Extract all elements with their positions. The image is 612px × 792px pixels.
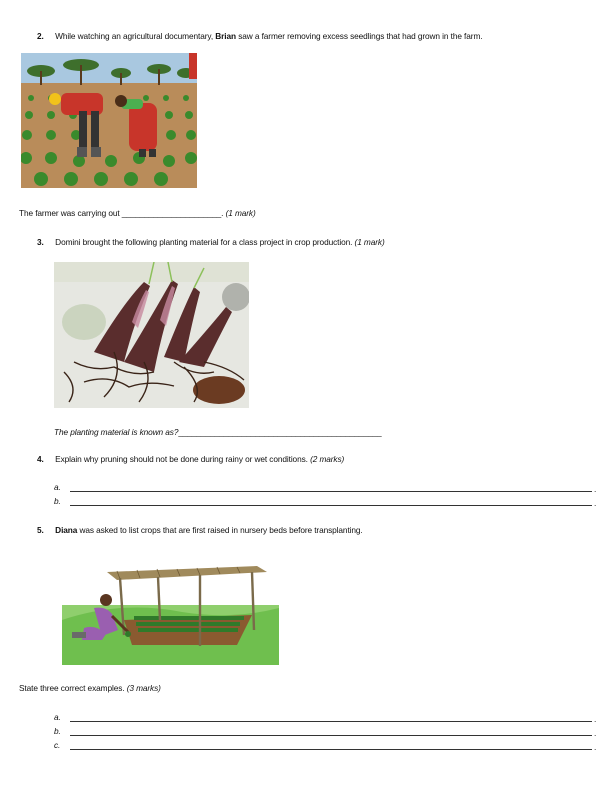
q2-name: Brian <box>215 31 236 41</box>
q5-option-b-letter: b. <box>54 726 61 736</box>
q4-text: Explain why pruning should not be done during rainy or wet conditions. <box>55 454 311 464</box>
q5-prompt-text: State three correct examples. <box>19 683 127 693</box>
q2-text-before: While watching an agricultural documentary, <box>55 31 216 41</box>
q4-marks: (2 marks) <box>310 454 345 464</box>
q5-option-c-label <box>54 740 60 750</box>
q4-answer-line-a[interactable] <box>70 491 592 492</box>
q5-answer-line-a[interactable] <box>70 721 592 722</box>
q5-option-a-letter: a. <box>54 712 61 722</box>
q4-answer-line-b[interactable] <box>70 505 592 506</box>
q3-marks: (1 mark) <box>354 237 385 247</box>
q3-prompt-text: The planting material is known as? <box>54 427 179 437</box>
q4-option-a-letter: a. <box>54 482 61 492</box>
q5-answer-line-b[interactable] <box>70 735 592 736</box>
q2-answer-blank[interactable]: ______________________ <box>121 208 222 218</box>
nursery-shade-image <box>62 550 279 665</box>
q5-option-a-label <box>54 712 61 722</box>
q5-answer-line-c[interactable] <box>70 749 592 750</box>
q5-line-c-end: . <box>594 742 597 752</box>
q5-marks: (3 marks) <box>126 683 161 693</box>
q2-marks: (1 mark) <box>225 208 256 218</box>
farmer-thinning-illustration <box>21 53 197 188</box>
q4-option-b-letter: b. <box>54 496 61 506</box>
q5-option-c-letter: c. <box>54 740 61 750</box>
q4-option-a-label <box>54 482 61 492</box>
q2-line <box>37 31 482 41</box>
splits-photo-illustration <box>54 262 249 408</box>
q3-prompt <box>54 427 382 437</box>
q5-line <box>37 525 363 535</box>
q5-name: Diana <box>55 525 78 535</box>
q3-number: 3. <box>37 237 44 247</box>
q2-period: . <box>221 208 224 218</box>
q3-line <box>37 237 385 247</box>
q4-number: 4. <box>37 454 44 464</box>
q5-line-b-end: . <box>594 728 597 738</box>
q5-number: 5. <box>37 525 44 535</box>
q3-answer-blank[interactable]: _____________________________________________ <box>178 427 382 437</box>
q5-line-a-end: . <box>594 714 597 724</box>
q2-prompt-text: The farmer was carrying out <box>19 208 122 218</box>
planting-material-photo <box>54 262 249 408</box>
q4-line-b-end: . <box>594 498 597 508</box>
nursery-illustration <box>62 550 279 665</box>
q4-option-b-label <box>54 496 61 506</box>
q5-prompt <box>19 683 161 693</box>
q3-text: Domini brought the following planting material for a class project in crop production. <box>55 237 355 247</box>
q2-prompt <box>19 208 256 218</box>
q4-line <box>37 454 344 464</box>
q4-line-a-end: . <box>594 484 597 494</box>
q2-number: 2. <box>37 31 44 41</box>
farmer-thinning-image <box>21 53 197 188</box>
q5-option-b-label <box>54 726 61 736</box>
q2-text-after: saw a farmer removing excess seedlings that had grown in the farm. <box>235 31 483 41</box>
q5-text-after: was asked to list crops that are first raised in nursery beds before transplanting. <box>77 525 363 535</box>
